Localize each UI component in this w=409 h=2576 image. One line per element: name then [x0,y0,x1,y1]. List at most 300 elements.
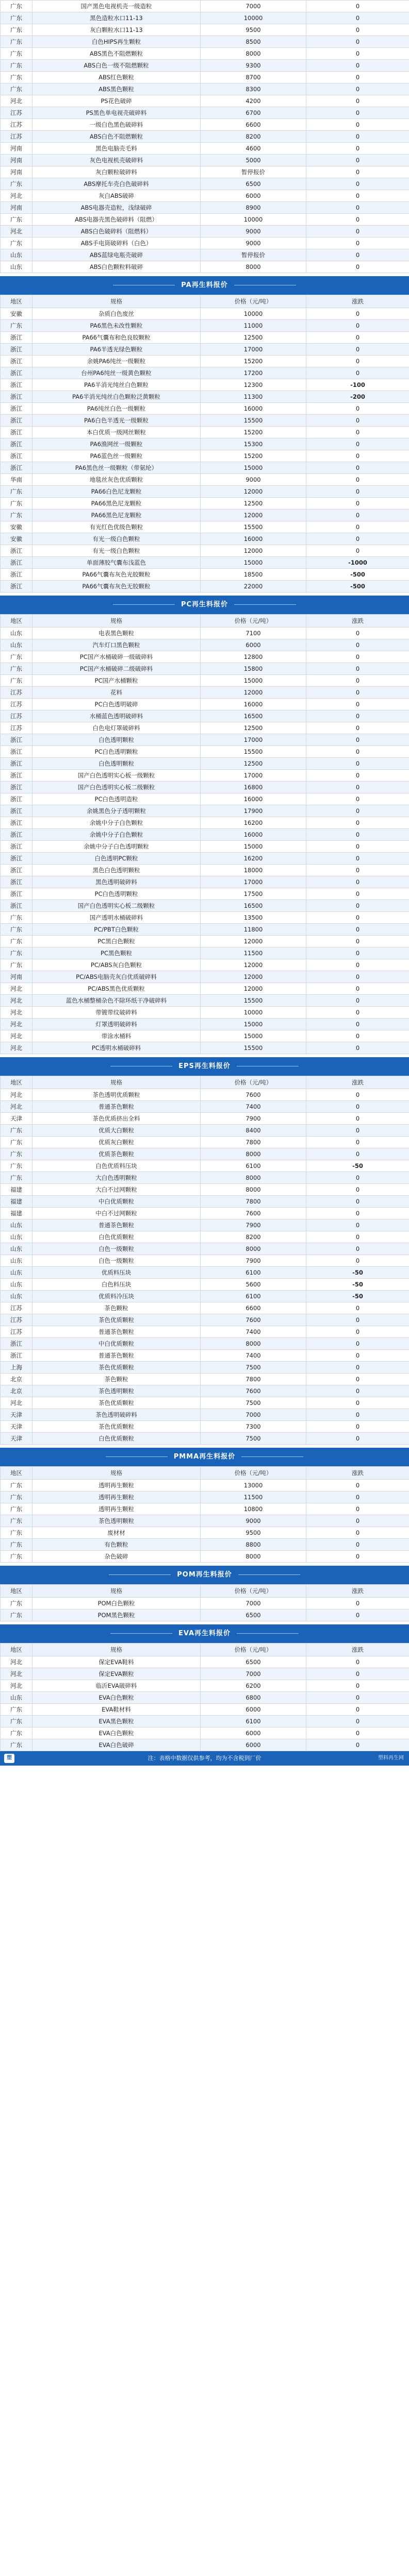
cell-change: 0 [306,1409,409,1421]
cell-spec: 黑色电脑壳毛料 [32,143,201,155]
cell-spec: ABS手电筒破碎料（白色） [32,238,201,249]
cell-region: 广东 [1,498,32,510]
table-row [1,403,409,415]
cell-spec: 白色料压块 [32,1279,201,1291]
table-row [1,427,409,438]
cell-price: 18500 [201,569,306,581]
cell-region: 广东 [1,24,32,36]
cell-price: 12000 [201,687,306,699]
cell-price: 12300 [201,379,306,391]
cell-price: 5000 [201,155,306,166]
cell-price: 6700 [201,107,306,119]
cell-price: 12500 [201,332,306,344]
cell-change: 0 [306,651,409,663]
header-spec: 规格 [32,1467,201,1480]
table-row [1,1515,409,1527]
cell-price: 10000 [201,214,306,226]
banner-divider [109,1574,171,1575]
cell-change: 0 [306,770,409,782]
cell-change: 0 [306,865,409,876]
table-row [1,1656,409,1668]
table-row [1,1433,409,1445]
cell-change: 0 [306,12,409,24]
cell-region: 广东 [1,924,32,936]
table-row [1,1148,409,1160]
table-row [1,438,409,450]
cell-region: 广东 [1,1598,32,1609]
cell-region: 江苏 [1,119,32,131]
header-spec: 规格 [32,1643,201,1656]
table-row [1,1480,409,1492]
cell-price: 7400 [201,1101,306,1113]
table-row [1,83,409,95]
cell-change: -500 [306,569,409,581]
table-row [1,924,409,936]
cell-change: 0 [306,1480,409,1492]
cell-region: 广东 [1,947,32,959]
cell-price: 9000 [201,226,306,238]
cell-change: 0 [306,924,409,936]
table-row [1,888,409,900]
price-section [0,1624,409,1751]
cell-price: 6100 [201,1716,306,1727]
cell-price: 6100 [201,1160,306,1172]
cell-region: 广东 [1,36,32,48]
price-table [0,0,409,273]
cell-spec: 保定EVA颗粒 [32,1668,201,1680]
banner-divider [113,604,175,605]
cell-change: 0 [306,166,409,178]
cell-spec: 白色优质颗粒 [32,1433,201,1445]
cell-spec: 临沂EVA破碎料 [32,1680,201,1692]
cell-region: 河北 [1,1042,32,1054]
cell-spec: PA6黑色丝一级颗粒（带氨纶） [32,462,201,474]
table-row [1,1219,409,1231]
cell-region: 天津 [1,1409,32,1421]
cell-region: 广东 [1,1609,32,1621]
cell-region: 浙江 [1,427,32,438]
cell-change: 0 [306,1007,409,1019]
cell-change: 0 [306,119,409,131]
table-row [1,1172,409,1184]
cell-price: 12000 [201,959,306,971]
table-row [1,1160,409,1172]
cell-spec: ABS黑色颗粒 [32,83,201,95]
table-row [1,226,409,238]
table-row [1,687,409,699]
cell-price: 7100 [201,628,306,639]
cell-price: 6000 [201,190,306,202]
cell-price: 16000 [201,699,306,710]
price-table [0,295,409,592]
cell-region: 浙江 [1,865,32,876]
cell-region: 广东 [1,83,32,95]
cell-spec: 国产透明水桶破碎料 [32,912,201,924]
cell-price: 15200 [201,355,306,367]
cell-price: 8800 [201,1539,306,1551]
cell-region: 山东 [1,1219,32,1231]
cell-change: -50 [306,1160,409,1172]
cell-region: 华南 [1,474,32,486]
cell-price: 7500 [201,1433,306,1445]
table-row [1,1302,409,1314]
section-banner [0,276,409,295]
cell-change: 0 [306,1503,409,1515]
cell-spec: 茶色透明颗粒 [32,1515,201,1527]
table-row [1,900,409,912]
cell-change: 0 [306,1727,409,1739]
cell-change: -200 [306,391,409,403]
header-region: 地区 [1,1643,32,1656]
table-row [1,1492,409,1503]
table-row [1,1338,409,1350]
cell-spec: PA66黑色尼龙颗粒 [32,510,201,521]
cell-change: 0 [306,427,409,438]
section-title: PMMA再生料报价 [173,1453,236,1461]
cell-price: 17000 [201,770,306,782]
cell-change: 0 [306,1433,409,1445]
cell-price: 7500 [201,1362,306,1374]
table-row [1,308,409,320]
table-row [1,841,409,853]
cell-price: 15000 [201,841,306,853]
cell-price: 17200 [201,367,306,379]
cell-region: 浙江 [1,450,32,462]
cell-change: 0 [306,367,409,379]
cell-change: 0 [306,1042,409,1054]
cell-spec: 白色一级颗粒 [32,1243,201,1255]
table-row [1,48,409,60]
cell-price: 8300 [201,83,306,95]
cell-change: 0 [306,190,409,202]
cell-region: 天津 [1,1433,32,1445]
table-row [1,1279,409,1291]
table-row [1,72,409,83]
cell-spec: 有光红色优级色颗粒 [32,521,201,533]
cell-change: 0 [306,793,409,805]
cell-region: 浙江 [1,379,32,391]
cell-spec: 茶色透明优质颗粒 [32,1089,201,1101]
price-table [0,1466,409,1563]
cell-region: 浙江 [1,581,32,592]
cell-spec: 白色透明PC颗粒 [32,853,201,865]
cell-region: 浙江 [1,438,32,450]
table-row [1,1739,409,1751]
cell-region: 广东 [1,1160,32,1172]
cell-spec: EVA黑色颗粒 [32,1716,201,1727]
cell-spec: PC透明水桶破碎料 [32,1042,201,1054]
cell-spec: ABS白色不阻燃颗粒 [32,131,201,143]
cell-change: 0 [306,332,409,344]
cell-change: 0 [306,415,409,427]
table-row [1,462,409,474]
banner-divider [234,604,296,605]
cell-change: 0 [306,1492,409,1503]
cell-region: 浙江 [1,817,32,829]
cell-change: 0 [306,1137,409,1148]
cell-spec: 单面薄胶气囊布浅蓝色 [32,557,201,569]
cell-region: 江苏 [1,722,32,734]
table-row [1,722,409,734]
cell-price: 7000 [201,1598,306,1609]
cell-change: 0 [306,1716,409,1727]
table-row [1,829,409,841]
table-row [1,166,409,178]
cell-price: 16200 [201,817,306,829]
cell-change: 0 [306,699,409,710]
cell-spec: 废材材 [32,1527,201,1539]
table-row [1,1137,409,1148]
cell-price: 6200 [201,1680,306,1692]
cell-change: 0 [306,72,409,83]
cell-region: 山东 [1,1255,32,1267]
table-row [1,379,409,391]
cell-price: 16500 [201,900,306,912]
header-spec: 规格 [32,1076,201,1089]
cell-region: 浙江 [1,853,32,865]
cell-price: 17000 [201,734,306,746]
cell-spec: 黑色透明破碎料 [32,876,201,888]
cell-change: 0 [306,876,409,888]
banner-divider [237,1633,299,1634]
cell-change: 0 [306,226,409,238]
table-row [1,770,409,782]
table-header-row [1,1643,409,1656]
table-row [1,734,409,746]
cell-spec: PA6半透光绿色颗粒 [32,344,201,355]
cell-change: -50 [306,1279,409,1291]
price-section [0,1448,409,1563]
cell-spec: PC黑色颗粒 [32,947,201,959]
cell-price: 15500 [201,415,306,427]
price-table [0,614,409,1054]
cell-change: 0 [306,971,409,983]
cell-change: 0 [306,1030,409,1042]
cell-price: 暂停报价 [201,249,306,261]
cell-price: 8000 [201,1338,306,1350]
cell-change: 0 [306,1255,409,1267]
cell-change: 0 [306,498,409,510]
cell-spec: PA6半消光纯丝白色颗粒泛黄颗粒 [32,391,201,403]
cell-price: 10800 [201,1503,306,1515]
table-row [1,675,409,687]
table-row [1,355,409,367]
section-banner [0,1057,409,1076]
section-title: PA再生料报价 [181,281,228,289]
cell-spec: 茶色优质颗粒 [32,1362,201,1374]
table-row [1,391,409,403]
table-row [1,1727,409,1739]
cell-change: 0 [306,320,409,332]
footer-note: 注：表格中数据仅供参考，均为不含税到厂价 [148,1755,261,1761]
cell-price: 16800 [201,782,306,793]
header-change: 涨跌 [306,1467,409,1480]
cell-spec: PA66白色尼龙颗粒 [32,486,201,498]
header-spec: 规格 [32,295,201,308]
cell-spec: 普通茶色颗粒 [32,1350,201,1362]
table-header-row [1,295,409,308]
cell-region: 广东 [1,912,32,924]
cell-change: 0 [306,1362,409,1374]
cell-change: 0 [306,1385,409,1397]
cell-region: 广东 [1,1125,32,1137]
cell-change: 0 [306,450,409,462]
header-price: 价格（元/吨） [201,1585,306,1598]
cell-price: 7500 [201,1397,306,1409]
cell-change: 0 [306,131,409,143]
cell-region: 山东 [1,1291,32,1302]
cell-price: 9500 [201,24,306,36]
banner-divider [238,1574,300,1575]
cell-spec: 带涂水桶料 [32,1030,201,1042]
cell-change: 0 [306,1539,409,1551]
cell-spec: 白色优质料压块 [32,1160,201,1172]
cell-region: 广东 [1,1551,32,1563]
cell-spec: ABS黑色不阻燃颗粒 [32,48,201,60]
cell-price: 8700 [201,72,306,83]
cell-region: 广东 [1,320,32,332]
cell-change: 0 [306,355,409,367]
cell-change: 0 [306,344,409,355]
cell-change: 0 [306,1527,409,1539]
cell-spec: 茶色透明破碎料 [32,1409,201,1421]
cell-spec: 茶色透明颗粒 [32,1385,201,1397]
cell-region: 河北 [1,1668,32,1680]
table-header-row [1,1076,409,1089]
table-row [1,1231,409,1243]
cell-price: 7600 [201,1314,306,1326]
table-row [1,1539,409,1551]
cell-spec: ABS电器壳黑色破碎料（阻燃） [32,214,201,226]
table-row [1,1184,409,1196]
cell-price: 7000 [201,1409,306,1421]
cell-region: 广东 [1,663,32,675]
cell-change: 0 [306,995,409,1007]
cell-price: 16200 [201,853,306,865]
cell-region: 山东 [1,1243,32,1255]
table-row [1,1362,409,1374]
cell-price: 16000 [201,533,306,545]
cell-change: 0 [306,947,409,959]
cell-price: 13500 [201,912,306,924]
header-region: 地区 [1,1076,32,1089]
section-title: POM再生料报价 [177,1571,232,1579]
cell-spec: EVA白色颗粒 [32,1727,201,1739]
cell-region: 浙江 [1,569,32,581]
cell-change: 0 [306,238,409,249]
cell-region: 河北 [1,1089,32,1101]
cell-spec: PC白色透明造粒 [32,793,201,805]
cell-change: 0 [306,1350,409,1362]
cell-spec: ABS白色颗粒料破碎 [32,261,201,273]
cell-spec: 本白优质一级网丝颗粒 [32,427,201,438]
cell-region: 广东 [1,510,32,521]
cell-price: 7000 [201,1668,306,1680]
cell-change: 0 [306,95,409,107]
cell-change: 0 [306,829,409,841]
cell-change: 0 [306,1704,409,1716]
table-row [1,1409,409,1421]
cell-change: 0 [306,1314,409,1326]
cell-region: 河南 [1,202,32,214]
table-row [1,912,409,924]
table-row [1,36,409,48]
table-row [1,320,409,332]
cell-region: 河北 [1,995,32,1007]
cell-region: 广东 [1,1137,32,1148]
cell-spec: PS花色破碎 [32,95,201,107]
cell-spec: PC国产水桶破碎一级破碎料 [32,651,201,663]
brand-logo-icon: 塑 [4,1754,14,1763]
cell-region: 福建 [1,1208,32,1219]
cell-spec: PC白色透明破碎 [32,699,201,710]
cell-price: 8000 [201,1243,306,1255]
cell-change: 0 [306,1243,409,1255]
header-price: 价格（元/吨） [201,1467,306,1480]
cell-change: 0 [306,1302,409,1314]
cell-region: 浙江 [1,367,32,379]
table-row [1,1704,409,1716]
cell-change: 0 [306,83,409,95]
cell-spec: EVA白色颗粒 [32,1692,201,1704]
table-row [1,1042,409,1054]
cell-region: 浙江 [1,782,32,793]
table-row [1,1609,409,1621]
cell-region: 河北 [1,1019,32,1030]
cell-region: 浙江 [1,758,32,770]
section-banner [0,596,409,614]
table-row [1,581,409,592]
cell-spec: PA66气囊布灰色无胶颗粒 [32,581,201,592]
table-row [1,1291,409,1302]
cell-region: 安徽 [1,521,32,533]
cell-spec: PA6蓝色丝一级颗粒 [32,450,201,462]
cell-spec: PC白色透明颗粒 [32,746,201,758]
cell-spec: 白色透明颗粒 [32,758,201,770]
cell-change: 0 [306,1692,409,1704]
cell-spec: PA66气囊布和色良胶颗粒 [32,332,201,344]
cell-price: 13000 [201,1480,306,1492]
cell-price: 11300 [201,391,306,403]
cell-change: 0 [306,853,409,865]
cell-price: 12000 [201,936,306,947]
cell-change: 0 [306,1668,409,1680]
table-row [1,699,409,710]
cell-price: 12000 [201,510,306,521]
cell-region: 浙江 [1,557,32,569]
cell-change: 0 [306,1208,409,1219]
cell-region: 河北 [1,1680,32,1692]
cell-region: 河北 [1,1397,32,1409]
cell-spec: 电表黑色颗粒 [32,628,201,639]
cell-region: 浙江 [1,344,32,355]
section-banner [0,1566,409,1584]
cell-price: 6000 [201,1739,306,1751]
cell-price: 17500 [201,888,306,900]
table-row [1,155,409,166]
cell-spec: PC国产水桶破碎二级破碎料 [32,663,201,675]
table-row [1,214,409,226]
cell-region: 浙江 [1,793,32,805]
table-row [1,639,409,651]
cell-spec: 优质茶色颗粒 [32,1148,201,1160]
cell-price: 6000 [201,1704,306,1716]
cell-spec: 中白优质颗粒 [32,1338,201,1350]
table-row [1,557,409,569]
cell-change: 0 [306,178,409,190]
table-row [1,238,409,249]
cell-spec: 汽车灯口黑色颗粒 [32,639,201,651]
